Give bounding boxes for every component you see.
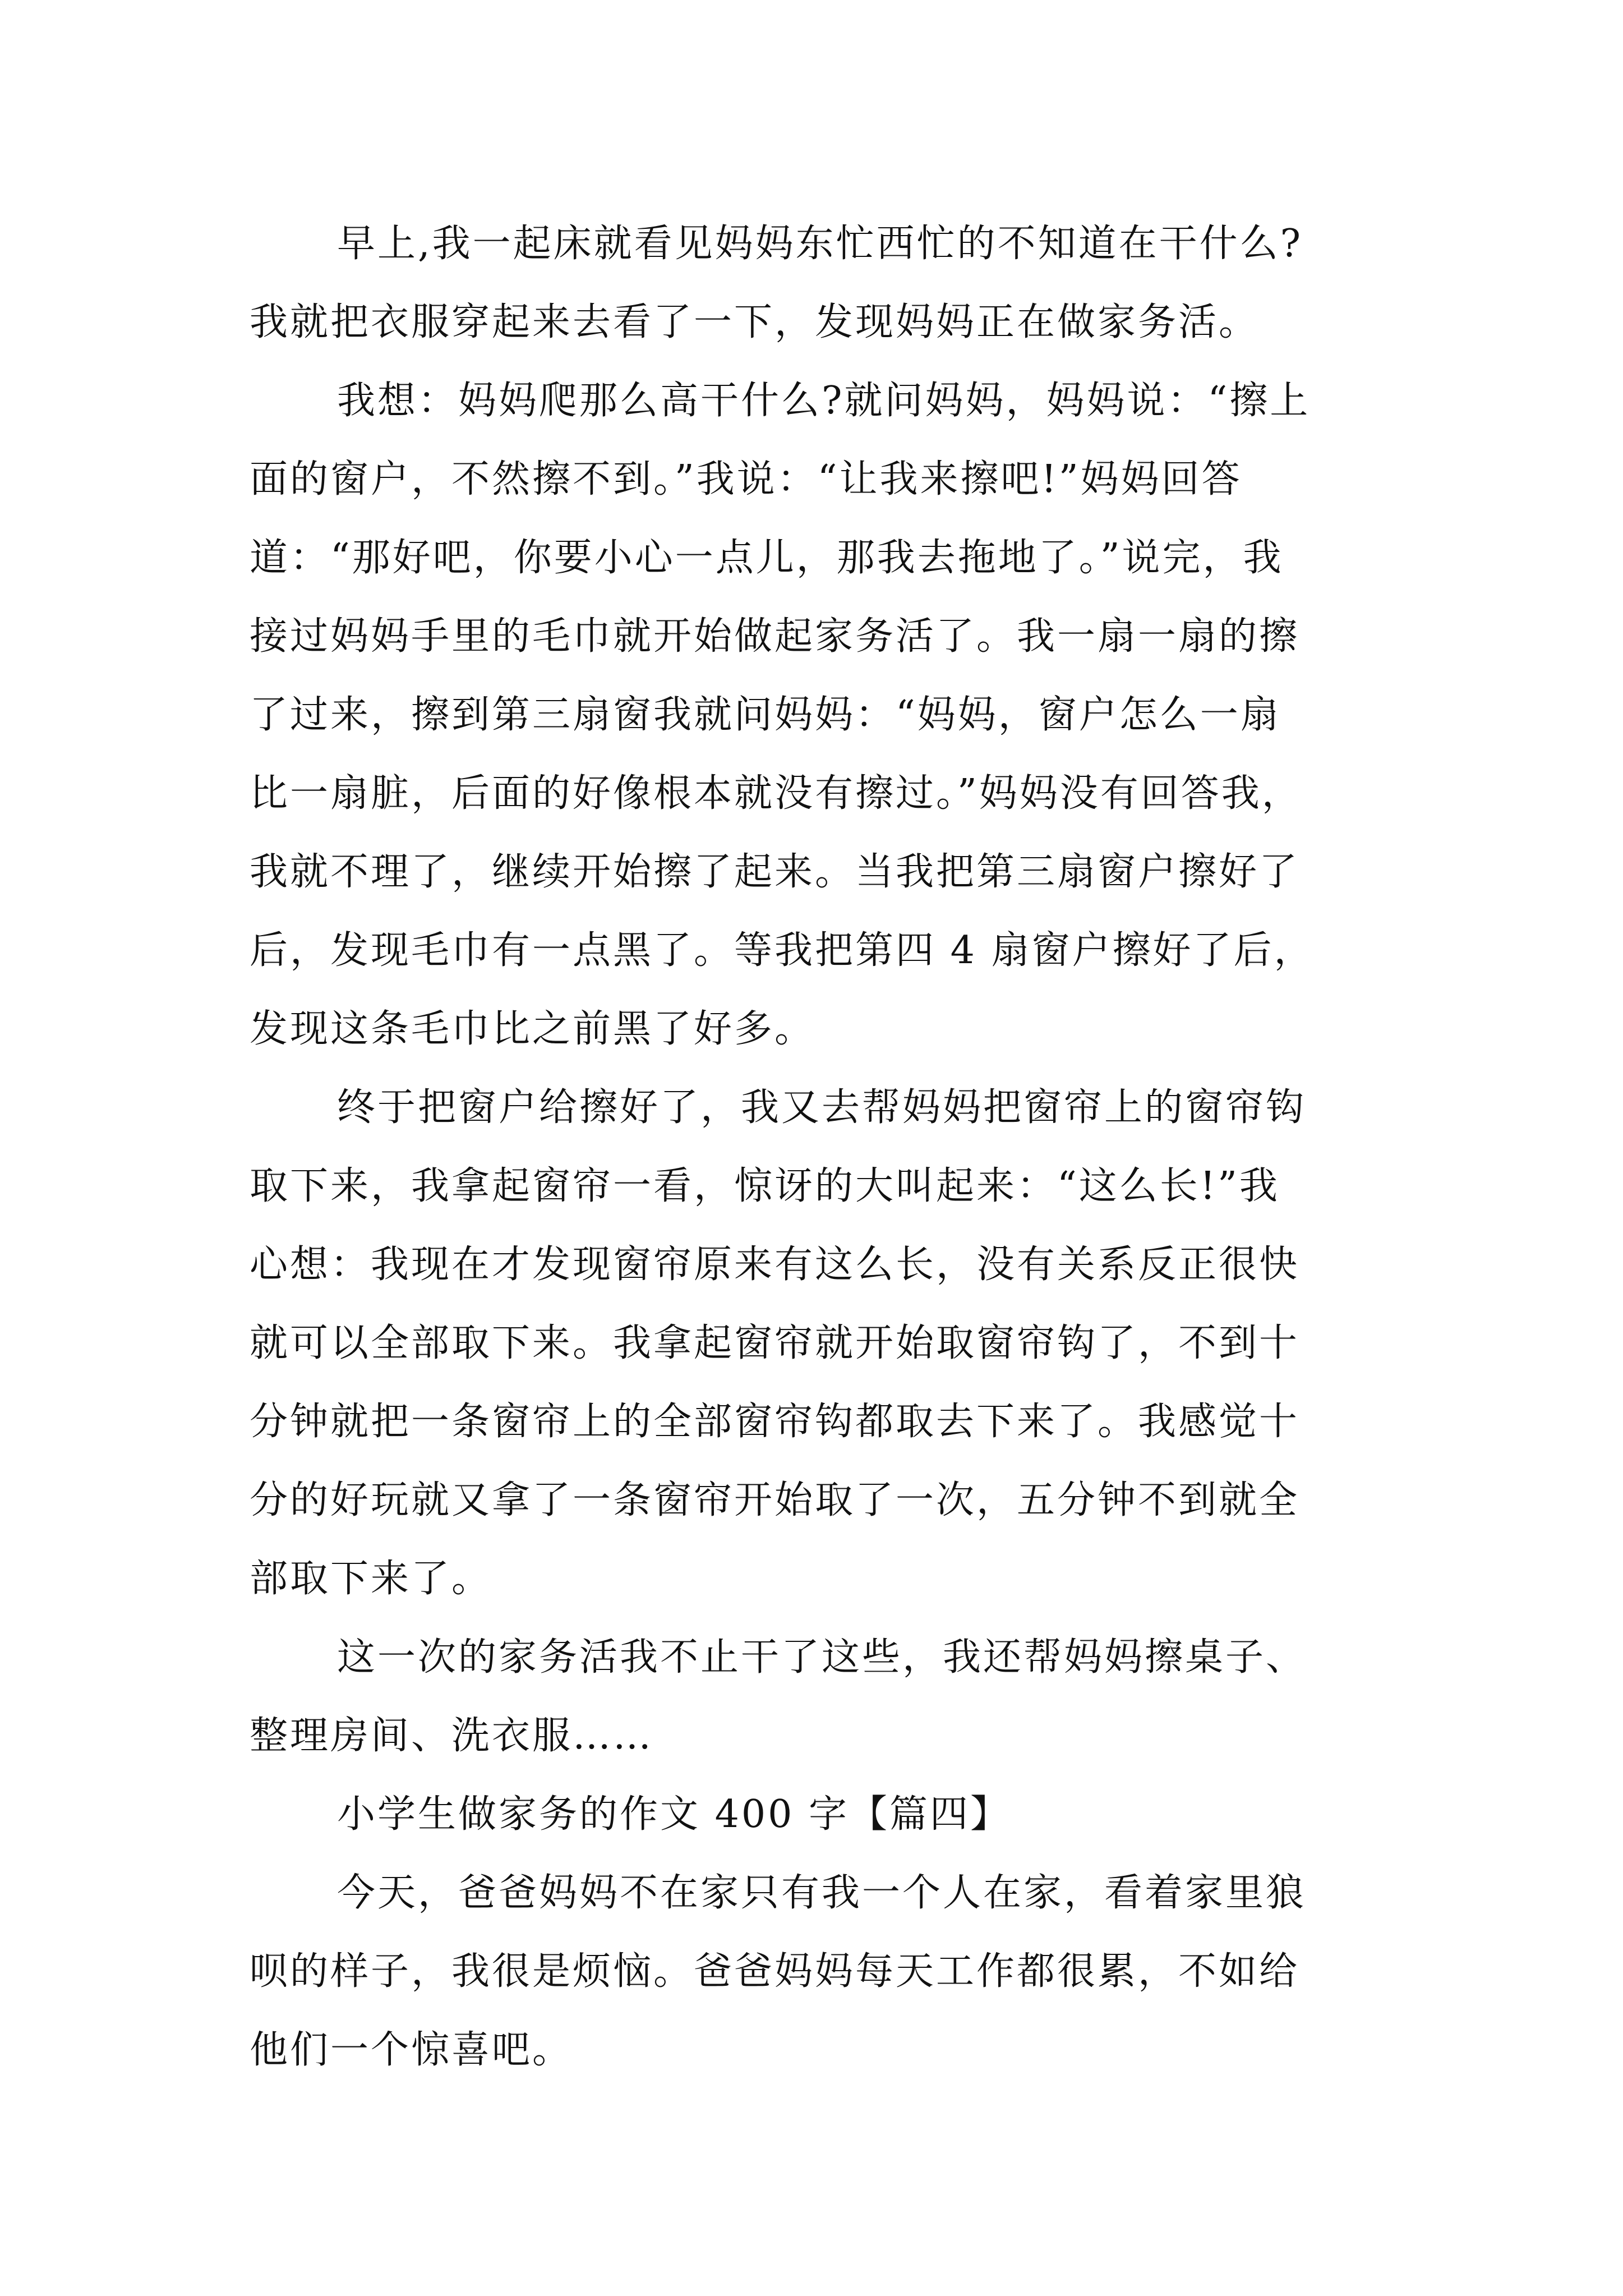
text-line: 发现这条毛巾比之前黑了好多。	[250, 1007, 815, 1051]
text-line: 我想：妈妈爬那么高干什么?就问妈妈，妈妈说：“擦上	[337, 379, 1311, 423]
text-line: 后，发现毛巾有一点黑了。等我把第四 4 扇窗户擦好了后，	[250, 928, 1315, 973]
text-line: 我就把衣服穿起来去看了一下，发现妈妈正在做家务活。	[250, 300, 1260, 344]
text-line: 我就不理了，继续开始擦了起来。当我把第三扇窗户擦好了	[250, 850, 1300, 894]
text-line: 呗的样子，我很是烦恼。爸爸妈妈每天工作都很累，不如给	[250, 1949, 1300, 1994]
text-line: 比一扇脏，后面的好像根本就没有擦过。”妈妈没有回答我，	[250, 771, 1302, 816]
document-body	[250, 205, 1388, 2090]
text-line: 了过来，擦到第三扇窗我就问妈妈：“妈妈，窗户怎么一扇	[250, 693, 1281, 737]
section-heading: 小学生做家务的作文 400 字【篇四】	[337, 1792, 1011, 1837]
text-line: 面的窗户，不然擦不到。”我说：“让我来擦吧!”妈妈回答	[250, 457, 1242, 501]
text-line: 他们一个惊喜吧。	[250, 2028, 573, 2072]
text-line: 部取下来了。	[250, 1557, 492, 1601]
text-line: 接过妈妈手里的毛巾就开始做起家务活了。我一扇一扇的擦	[250, 614, 1300, 659]
text-line: 分钟就把一条窗帘上的全部窗帘钩都取去下来了。我感觉十	[250, 1400, 1300, 1444]
text-line: 道：“那好吧，你要小心一点儿，那我去拖地了。”说完，我	[250, 536, 1284, 580]
text-line: 整理房间、洗衣服……	[250, 1714, 654, 1758]
text-line: 早上,我一起床就看见妈妈东忙西忙的不知道在干什么?	[337, 222, 1303, 266]
text-line: 就可以全部取下来。我拿起窗帘就开始取窗帘钩了，不到十	[250, 1321, 1300, 1365]
text-line: 取下来，我拿起窗帘一看，惊讶的大叫起来：“这么长!”我	[250, 1164, 1280, 1208]
text-line: 这一次的家务活我不止干了这些，我还帮妈妈擦桌子、	[337, 1635, 1307, 1680]
text-line: 分的好玩就又拿了一条窗帘开始取了一次，五分钟不到就全	[250, 1478, 1300, 1522]
text-line: 终于把窗户给擦好了，我又去帮妈妈把窗帘上的窗帘钩	[337, 1085, 1307, 1130]
text-line: 心想：我现在才发现窗帘原来有这么长，没有关系反正很快	[250, 1243, 1300, 1287]
text-line: 今天，爸爸妈妈不在家只有我一个人在家，看着家里狼	[337, 1871, 1307, 1915]
